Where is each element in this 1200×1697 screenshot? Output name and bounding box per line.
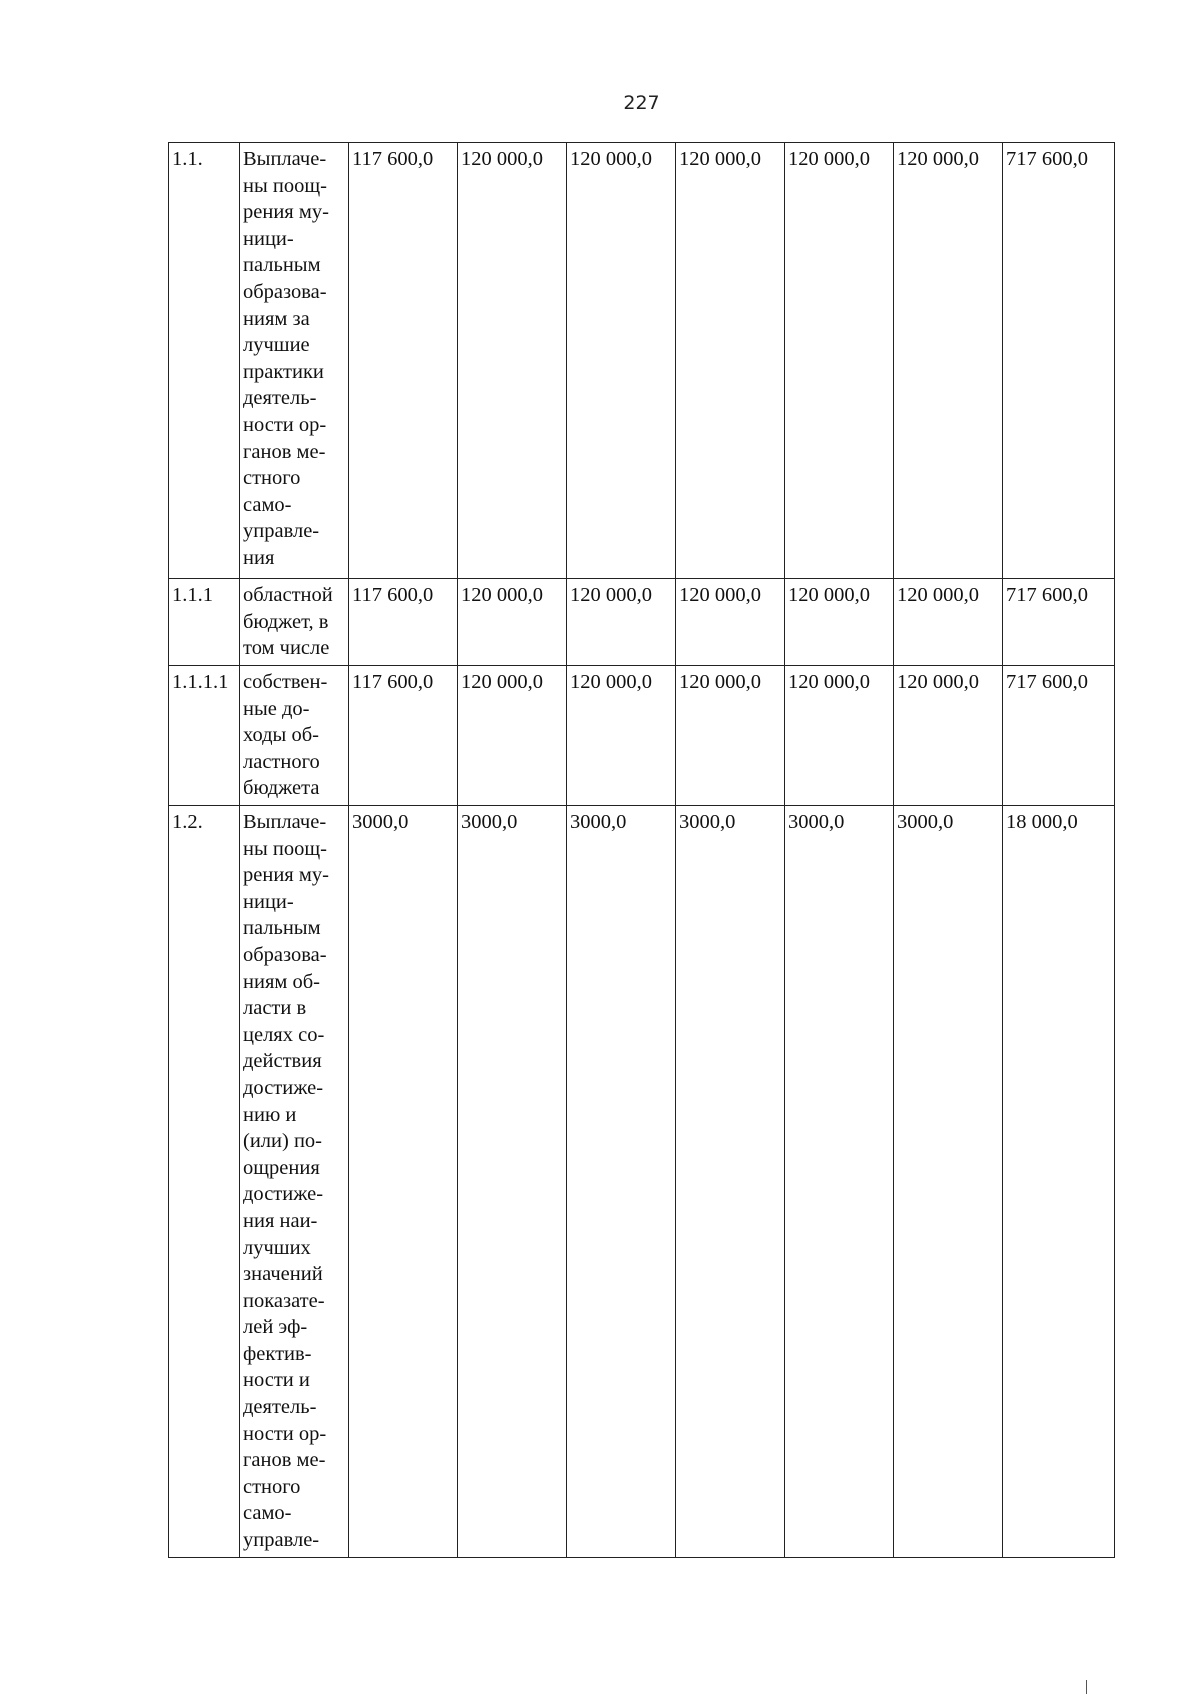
value-cell: 120 000,0 xyxy=(785,143,894,579)
budget-table xyxy=(168,142,1115,1558)
total-cell: 717 600,0 xyxy=(1003,666,1115,806)
value-cell: 3000,0 xyxy=(785,806,894,1558)
table-row xyxy=(169,579,1115,666)
value-cell: 120 000,0 xyxy=(458,143,567,579)
value-cell: 120 000,0 xyxy=(785,666,894,806)
value-cell: 120 000,0 xyxy=(676,666,785,806)
value-cell: 120 000,0 xyxy=(567,143,676,579)
value-cell: 120 000,0 xyxy=(458,579,567,666)
value-cell: 3000,0 xyxy=(458,806,567,1558)
table-row xyxy=(169,806,1115,1558)
value-cell: 120 000,0 xyxy=(676,143,785,579)
value-cell: 3000,0 xyxy=(894,806,1003,1558)
value-cell: 120 000,0 xyxy=(676,579,785,666)
value-cell: 117 600,0 xyxy=(349,143,458,579)
total-cell: 717 600,0 xyxy=(1003,143,1115,579)
row-number: 1.1. xyxy=(169,143,240,579)
value-cell: 3000,0 xyxy=(567,806,676,1558)
row-number: 1.1.1 xyxy=(169,579,240,666)
row-number: 1.1.1.1 xyxy=(169,666,240,806)
value-cell: 117 600,0 xyxy=(349,666,458,806)
value-cell: 120 000,0 xyxy=(894,666,1003,806)
value-cell: 3000,0 xyxy=(349,806,458,1558)
value-cell: 3000,0 xyxy=(676,806,785,1558)
value-cell: 117 600,0 xyxy=(349,579,458,666)
value-cell: 120 000,0 xyxy=(567,666,676,806)
total-cell: 717 600,0 xyxy=(1003,579,1115,666)
row-description: Выплаче- ны поощ- рения му- ници- пальным образова- ниям об- ласти в целях со- действия достиже- нию и (или) по- ощрения достиже- ния наи- лучших значений показате- лей эф- фектив- ности и деятель- ности ор- ганов ме- стного само- управле- xyxy=(240,806,349,1558)
total-cell: 18 000,0 xyxy=(1003,806,1115,1558)
table-row xyxy=(169,143,1115,579)
value-cell: 120 000,0 xyxy=(894,579,1003,666)
value-cell: 120 000,0 xyxy=(894,143,1003,579)
row-number: 1.2. xyxy=(169,806,240,1558)
scan-mark xyxy=(1086,1680,1087,1694)
value-cell: 120 000,0 xyxy=(785,579,894,666)
row-description: собствен- ные до- ходы об- ластного бюджета xyxy=(240,666,349,806)
table-row xyxy=(169,666,1115,806)
row-description: областной бюджет, в том числе xyxy=(240,579,349,666)
value-cell: 120 000,0 xyxy=(458,666,567,806)
page-number: 227 xyxy=(623,92,660,114)
row-description: Выплаче- ны поощ- рения му- ници- пальным образова- ниям за лучшие практики деятель- ности ор- ганов ме- стного само- управле- ния xyxy=(240,143,349,579)
value-cell: 120 000,0 xyxy=(567,579,676,666)
